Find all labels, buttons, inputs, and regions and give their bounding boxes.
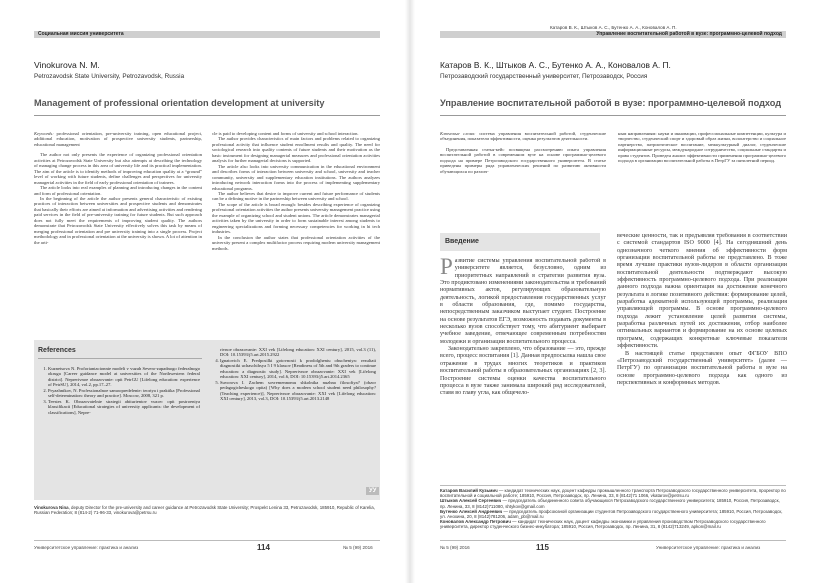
references-list-col2 [210, 347, 376, 477]
abstract-paragraph: The scope of the article is broad enough: besides describing experience of organizing professional orientation activities the author presents university management practice using the example of organizing school and student unions. The article demonstrates managerial activities taken by the university in order to form sustainable interest among students to engineering specializations and forming necessary competencies for working in hi tech industries. [212, 201, 380, 235]
references-list-col1 [38, 366, 200, 496]
abstract-paragraph: The author believes that desire to improve current and future performance of students can be a defining motive in the partnership between university and school. [212, 190, 380, 202]
footer-journal-name-right: Университетское управление: практика и анализ [656, 545, 761, 550]
footer-issue: № 5 (99) 2016 [343, 545, 373, 550]
page-number-right: 115 [536, 543, 549, 552]
journal-logo-badge: УУ [366, 487, 379, 495]
author-affiliation-en: Petrozavodsk State University, Petrozavodsk, Russia [34, 73, 185, 80]
right-page [410, 0, 820, 583]
footer-journal-name: Университетское управление: практика и анализ [34, 545, 139, 550]
keywords-text: professional orientation, pre-university training, open educational project, additional education, motivation of prospective university students, partnership, educational management [34, 131, 202, 147]
affiliation-ru: Петрозаводский государственный университет, Петрозаводск, Россия [440, 73, 648, 80]
abstract-paragraph: In the conclusion the author states that professional orientation activities of the university present a complex multifactor process requiring modern university management methods. [212, 234, 380, 251]
page-number-left: 114 [257, 543, 270, 552]
article-title-en: Management of professional orientation development at university [34, 98, 325, 108]
running-header-left: Социальная миссия университета [34, 31, 380, 38]
authors-ru: Катаров В. К., Штыков А. С., Бутенко А. А., Коновалов А. П. [440, 60, 671, 70]
references-rule [38, 358, 202, 359]
body-paragraph: веческие ценности, так и предъявляя требования в соответствии с системой стандартов ISO 9000 [4]. На сегодняшний день однозначного четкого мнения об эффективности форм организации воспитательной работы не представлено. В тоже время лучшие практики вузов-лидеров в области организации воспитательной деятельности подтверждают высокую эффективность программно-целевого подхода. При реализации данного подхода важна ориентация на достижение конечного результата в логике позитивного действия: формирование целей, разработка адекватной использующей программы, реализация управляющей программы. В основе программно-целевого подхода лежит установление целей развития системы, разработка различных путей их достижения, отбор наиболее оптимальных вариантов и формирование на их основе целевых программ, содержащих конкретные ключевые показатели эффективности. [617, 233, 787, 350]
body-paragraph: Законодательно закреплено, что образование — это, прежде всего, процесс воспитания [1]. Данная предпосылка нашла свое отражение в трудах многих теоретиков и практиков воспитательной работы в образовательных организациях [2, 3]. Построение системы оценки качества воспитательного процесса в вузе также занимала широкий ряд исследователей, ставя во главу угла, как общечело- [440, 346, 606, 397]
abstract-paragraph: The article also looks into university communication in the educational environment and describes forms of interaction between university and school, university and teacher community, university and supplementary education institutions. The authors analyzes introducing network interaction forms into the process of implementing supplementary educational programs. [212, 163, 380, 191]
abstract-ru-col2: ным направлениям: науки и инновации, профессиональные компетенции, культура и творчество, студенческий спорт и здоровый образ жизни, волонтерство и социальное партнерство, патриотическое воспитание, межкультурный диалог, студенческие информационные ресурсы, международное сотрудничество, социальные стандарты и права студентов. Проведен анализ эффективности применения программно-целевого подхода в организации воспитательной работы в ПетрГУ за пятилетний период. [618, 131, 786, 164]
abstract-paragraph: In the beginning of the article the author presents general characteristic of existing practices of interaction between universities and prospective students and demonstrates that basically their efforts are aimed at information and advertising activities and rendering paid services in the field of pre-university training for future students. But such approach does not fully meet the requirements of improving student quality. The authors demonstrate that Petrozavodsk State University effectively solves this task by means of merging professional orientation and pre university training into a single process. Project methodology and in professional orientation at the university is shown. A lot of attention in the arti- [34, 195, 202, 245]
body-column-2 [617, 233, 787, 478]
abstract-column-2 [212, 131, 380, 333]
section-title-intro: Введение [445, 238, 479, 245]
article-title-ru: Управление воспитательной работой в вузе: программно-целевой подход [440, 98, 782, 108]
abstract-paragraph: cle is paid to developing content and forms of university and school interaction. [212, 131, 359, 136]
author-name-en: Vinokurova N. M. [34, 60, 100, 70]
body-column-1: Развитие системы управления воспитательной работой в университете является, безусловно, одним из приоритетных направлений в стратегии развития вуза. Это продиктовано изменениями законодательства и требований нормативных актов, регулирующих образовательную деятельность, логикой предоставления государственных услуг в области образования, где, помимо государства, непосредственным заказчиком выступает студент. Построение на основе результатов ЕГЭ, возможность подавать документы в несколько вузов способствует тому, что абитуриент выбирает учебное заведение, отвечающее современным потребностям молодежи и организации воспитательного процесса. Законодательно закреплено, что образование — это, прежде всего, процесс воспитания [1]. Данная предпосылка нашла свое отражение в трудах многих теоретиков и практиков воспитательной работы в образовательных организациях [2, 3]. Построение системы оценки качества воспитательного процесса в вузе также занимала широкий ряд исследователей, ставя во главу угла, как общечело- [440, 258, 606, 397]
footer-rule [34, 540, 380, 541]
running-header-authors: Катаров В. К., Штыков А. С., Бутенко А. А., Коновалов А. П. [550, 25, 677, 30]
dropcap: Р [440, 258, 453, 279]
reference-item: 5. Suvorova I. Zachem sovremennomu shkolnika nuzhna filosofiya? (obzor pedagogicheskogo opita) [Why does a modern school student need philosophy? (Teaching experience)], Neprerivnoe obrazovanie: XXI vek [Lifelong education: XXI century], 2013, vol.3, DOI: 10.15393/j5.art.2013.2148 [220, 380, 376, 402]
abstract-ru: Представленная статья-кейс посвящена рассмотрению опыта управления воспитательной работой в современном вузе на основе программно-целевого подхода на примере Петрозаводского государственного университета. В статье приведены примеры ряда управленческих решений по развитию активности обучающихся по различ- [440, 146, 606, 174]
keywords-label: Keywords: [34, 131, 54, 136]
footer-issue-right: № 5 (99) 2016 [440, 545, 470, 550]
author-footnote-en: Vinokurova Nina, deputy Director for the pre-university and career guidance at Petrozavodsk State University; Prospekt Lenina 33, Petrozavodsk, 185910, Republic of Karelia, Russian Federation; 8 (814-2) 71-96-33, vinokurova@petrsu.ru [34, 505, 375, 516]
abstract-paragraph: The author provides characteristics of main factors and problems related to organizing professional activity that influence student enrollment results and quality. The need for sociological research into quality contents of future students and their motivation as the basic instrument for designing managerial measures and professional orientation activities analysis for further managerial decisions is supported. [212, 136, 380, 164]
title-divider [34, 115, 380, 116]
reference-item: 1. Kuznetsova N. Proforiantacionnie modeli v vuzah Severo-zapadnogo federalnogo okruga [Career guidance model at universities of the Northwestern federal district]. Neprerivnoe obrazovanie: opit PetrGU [Lifelong education: experience of PetrSU], 2014, vol.2, pp.17–27. [48, 366, 200, 388]
reference-item: 2. Pryazhnikov, N. Professionalnoe samoopredelenie: teoriya i praktika [Professional self-determination: theory and practice]. Moscow, 2008, 321 p. [48, 388, 200, 399]
reference-item: 3. Teestes K. Obrazovatelnie strategii abiturientov vuzov: opit postroeniya klassifikacii [Educational strategies of university applicants: the development of classifications], Nepre- [48, 399, 200, 415]
abstract-paragraph: The author not only presents the experience of organizing professional orientation activities at Petrozavodsk State University but also attempts at describing the technology of managing change process in this area of university life and its practical implementation. The aim of the article is to identify methods of improving education quality at a “ground” level of working with future students, define challenges and perspectives for university managerial activities in the field of early professional orientation of trainees. [34, 152, 202, 185]
reference-continuation: rivnoe obrazovanie: XXI vek [Lifelong education: XXI century], 2015, vol.3 (11), DOI: 10.15393/j5.art.2015.2922 [220, 347, 376, 358]
abstract-column-1 [34, 131, 202, 333]
title-divider-ru [440, 115, 786, 116]
abstract-ru-col1: Ключевые слова: система управления воспитательной работой, студенческие объединения, показатели эффективности, оценка результатов деятельности. Представленная статья-кейс посвящена рассмотрению опыта управления воспитательной работой в современном вузе на основе программно-целевого подхода на примере Петрозаводского государственного университета. В статье приведены примеры ряда управленческих решений по развитию активности обучающихся по различ- [440, 131, 606, 174]
running-header-right: Управление воспитательной работой в вузе: программно-целевой подход [440, 31, 786, 38]
references-title: References [38, 347, 76, 354]
abstract-paragraph: The article looks into real examples of planning and introducing changes in the content and form of professional orientation. [34, 185, 202, 196]
author-footnotes-ru: Катаров Василий Кузьмич — кандидат технических наук, доцент кафедры промышленного транспорта Петрозаводского государственного университета, проректор по воспитательной и социальной работе; 185910, Россия, Петрозаводск, пр. Ленина, 33, 8 (8142)71 1066, vkatarov@petrsu.ru Штыков Алексей Сергеевич — председатель объединенного совета обучающихся Петрозаводского государственного университета; 185910, Россия, Петрозаводск, пр. Ленина, 33, 8 (8142)711080, shtykov@gmail.com Бутенко Алексей Андреевич — председатель профсоюзной организации студентов Петрозаводского государственного университета; 185910, Россия, Петрозаводск, ул. Анохина, 20, 8 (8142)781206, adam_pb@mail.ru Коновалов Александр Петрович — кандидат технических наук, доцент кафедры экономики и управления производством Петрозаводского государственного университета, директор студенческого бизнес-инкубатора; 185910, Россия, Петрозаводск, пр. Ленина, 31, 8 (8142)713249, apkon@mail.ru [440, 488, 786, 530]
body-paragraph: В настоящей статье представлен опыт ФГБОУ ВПО «Петрозаводский государственный университет» (далее — ПетрГУ) по организации воспитательной работы в вузе на основе программно-целевого подхода как одного из перспективных и конформных методов. [617, 350, 787, 386]
footnote-rule [440, 485, 786, 486]
reference-item: 4. Ignatovich E. Predposilki gotovnosti k prodolgheniu obucheniya: rezultati diagnostiki uchaschihsya 5 I 9 klassov [Readiness of 5th and 9th graders to continue education: a diagnostic study]. Neprerivnoe obrazovanie: XXI vek [Lifelong education: XXI century], 2014, vol.6, DOI: 10.15393/j5.art.2014.2365 [220, 358, 376, 380]
footer-rule-right [440, 540, 786, 541]
keywords-line [34, 131, 202, 147]
